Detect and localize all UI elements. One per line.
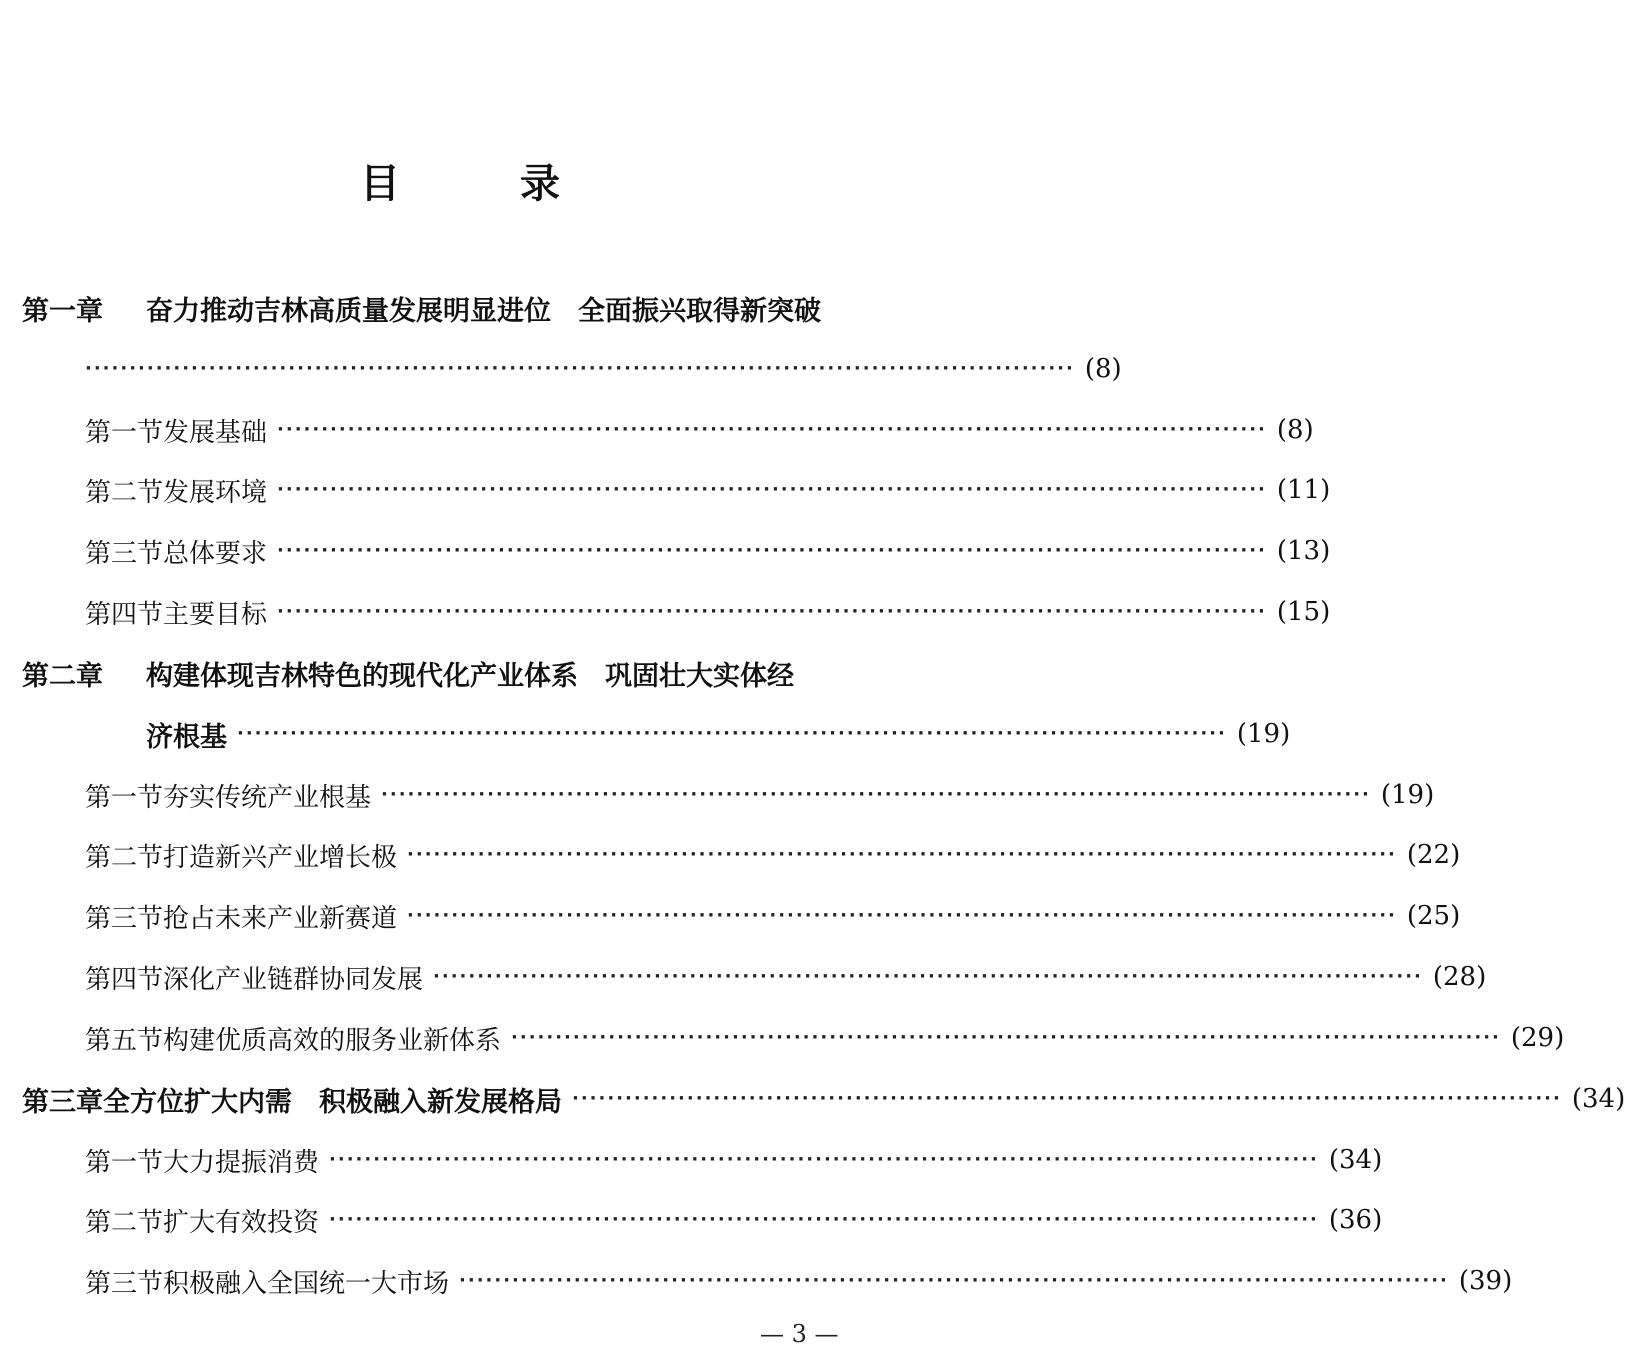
leader-dots [237, 723, 1227, 745]
leader-dots [407, 905, 1397, 927]
page-number: (34) [1328, 1145, 1383, 1175]
page-number: (22) [1406, 840, 1461, 870]
toc-section[interactable] [0, 894, 1461, 938]
page-number: (39) [1458, 1266, 1513, 1296]
section-label: 第三节 [85, 903, 164, 934]
toc-section[interactable] [0, 773, 1435, 817]
section-title: 打造新兴产业增长极 [163, 842, 398, 873]
chapter-label: 第一章 [22, 295, 103, 327]
section-label: 第五节 [85, 1025, 164, 1056]
section-label: 第一节 [85, 417, 164, 448]
toc-chapter-2[interactable] [0, 651, 900, 695]
section-title: 发展环境 [163, 477, 268, 508]
page-number: (8) [1084, 354, 1122, 384]
toc-section[interactable] [0, 955, 1487, 999]
leader-dots [433, 966, 1423, 988]
page-number: (25) [1406, 901, 1461, 931]
section-label: 第二节 [85, 477, 164, 508]
section-label: 第三节 [85, 1268, 164, 1299]
toc-chapter-1-continued[interactable] [0, 347, 1122, 391]
chapter-label: 第二章 [22, 660, 103, 692]
page-number: (13) [1276, 536, 1331, 566]
page-title [0, 152, 920, 209]
section-title: 总体要求 [163, 538, 268, 569]
section-label: 第二节 [85, 842, 164, 873]
leader-dots [407, 844, 1397, 866]
section-title: 发展基础 [163, 417, 268, 448]
section-title: 扩大有效投资 [163, 1207, 320, 1238]
leader-dots [277, 479, 1267, 501]
toc-section[interactable] [0, 1259, 1513, 1303]
section-label: 第一节 [85, 782, 164, 813]
section-label: 第二节 [85, 1207, 164, 1238]
toc-section[interactable] [0, 408, 1314, 452]
toc-chapter-1[interactable] [0, 286, 900, 330]
section-label: 第三节 [85, 538, 164, 569]
section-title: 构建优质高效的服务业新体系 [163, 1025, 502, 1056]
title-char-1: 目 [360, 161, 400, 207]
section-title: 抢占未来产业新赛道 [163, 903, 398, 934]
chapter-title: 奋力推动吉林高质量发展明显进位 全面振兴取得新突破 [146, 295, 821, 327]
chapter-title: 全方位扩大内需 积极融入新发展格局 [103, 1086, 562, 1118]
toc-section[interactable] [0, 468, 1331, 512]
page-number: (15) [1276, 597, 1331, 627]
leader-dots [572, 1088, 1562, 1110]
page-number: (11) [1276, 475, 1331, 505]
leader-dots [329, 1209, 1319, 1231]
page-number: (36) [1328, 1205, 1383, 1235]
title-char-2: 录 [520, 161, 560, 207]
section-label: 第四节 [85, 599, 164, 630]
leader-dots [381, 784, 1371, 806]
toc-section[interactable] [0, 1016, 1565, 1060]
section-title: 深化产业链群协同发展 [163, 964, 424, 995]
page-number: (19) [1236, 719, 1291, 749]
chapter-title: 构建体现吉林特色的现代化产业体系 巩固壮大实体经 [146, 660, 794, 692]
chapter-label: 第三章 [22, 1086, 103, 1118]
page-number: (34) [1571, 1084, 1625, 1114]
leader-dots [85, 358, 1075, 380]
section-label: 第四节 [85, 964, 164, 995]
toc-section[interactable] [0, 529, 1331, 573]
leader-dots [277, 540, 1267, 562]
leader-dots [277, 601, 1267, 623]
leader-dots [459, 1270, 1449, 1292]
leader-dots [329, 1149, 1319, 1171]
page-number: (19) [1380, 780, 1435, 810]
toc-section[interactable] [0, 833, 1461, 877]
page-footer-number: — 3 — [760, 1320, 839, 1348]
page-number: (8) [1276, 415, 1314, 445]
section-title: 积极融入全国统一大市场 [163, 1268, 450, 1299]
page-number: (28) [1432, 962, 1487, 992]
section-title: 大力提振消费 [163, 1147, 320, 1178]
toc-chapter-3[interactable] [0, 1077, 1625, 1121]
section-label: 第一节 [85, 1147, 164, 1178]
toc-chapter-2-continued[interactable] [0, 712, 1291, 756]
section-title: 主要目标 [163, 599, 268, 630]
leader-dots [511, 1027, 1501, 1049]
leader-dots [277, 419, 1267, 441]
toc-section[interactable] [0, 590, 1331, 634]
section-title: 夯实传统产业根基 [163, 782, 372, 813]
toc-section[interactable] [0, 1198, 1383, 1242]
page-number: (29) [1510, 1023, 1565, 1053]
chapter-title-continued: 济根基 [146, 721, 227, 753]
toc-section[interactable] [0, 1138, 1383, 1182]
